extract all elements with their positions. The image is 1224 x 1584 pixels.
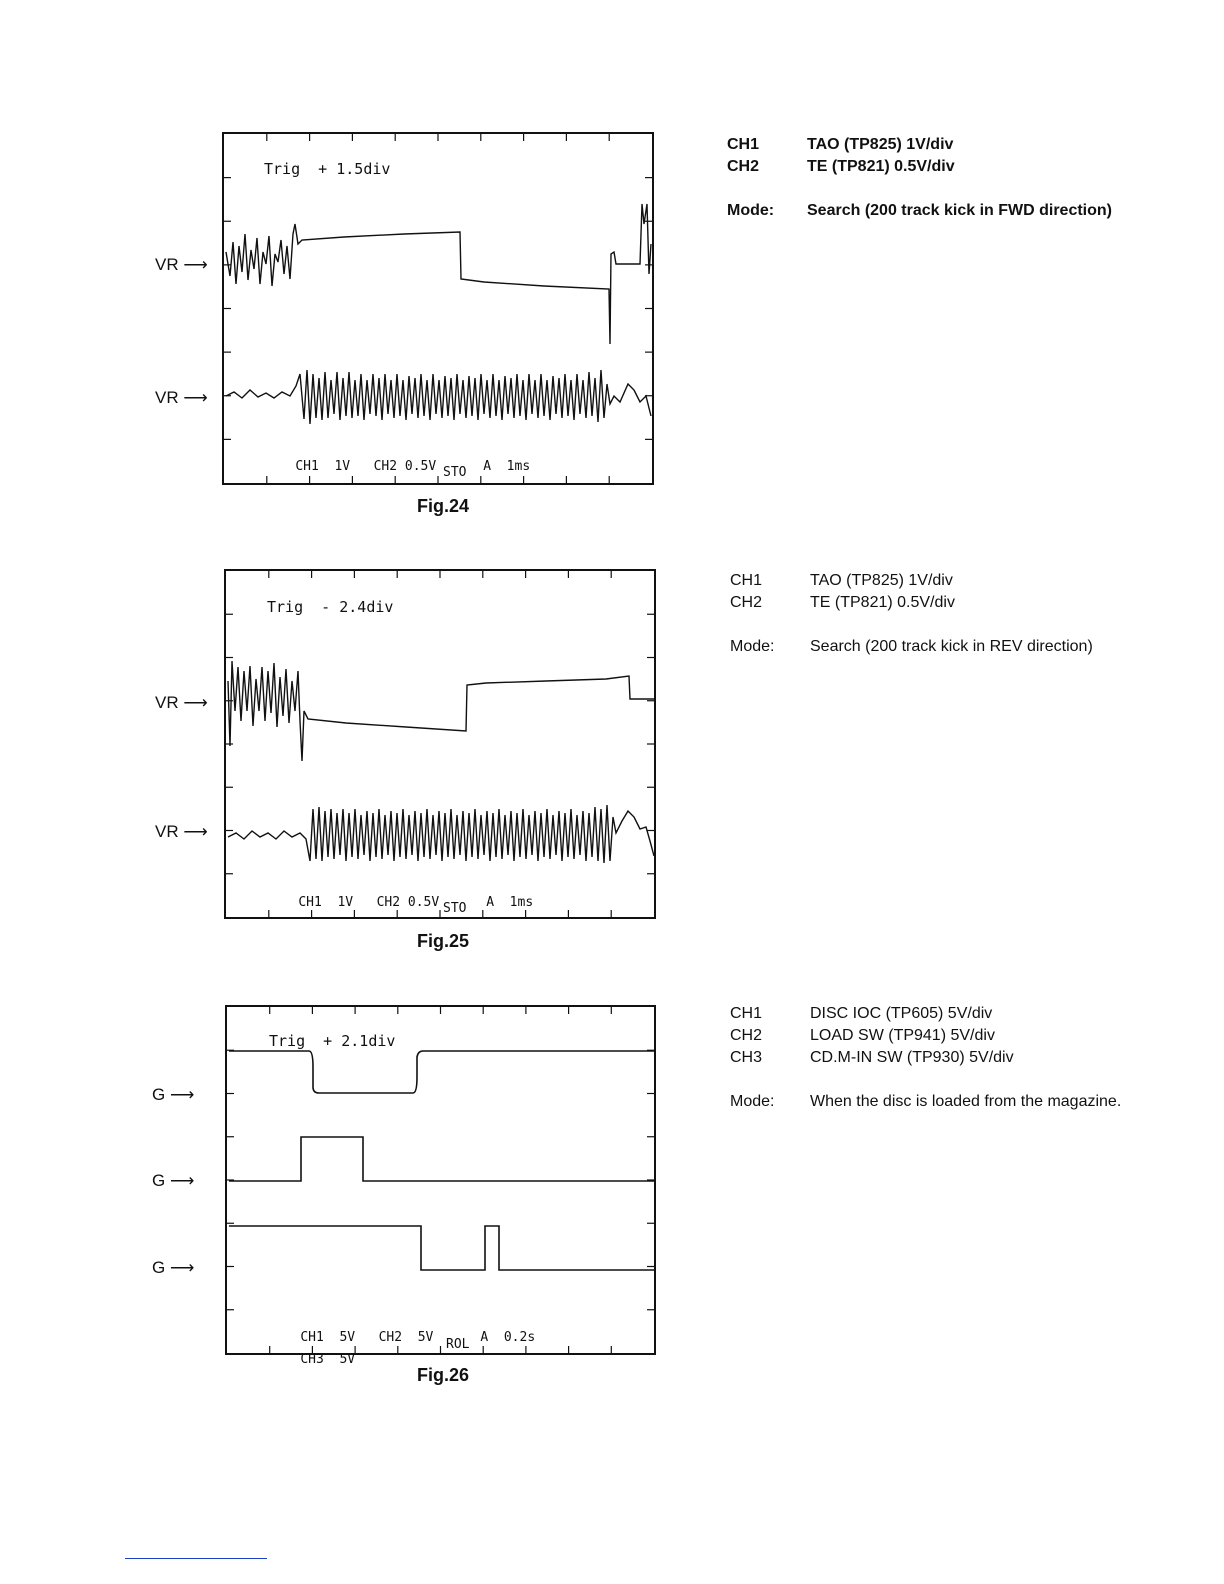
ch2-trace bbox=[226, 370, 651, 424]
ch2-label: CH2 bbox=[373, 459, 398, 474]
marker-ch2-ref: VR ⟶ bbox=[155, 822, 208, 841]
ch1-trace bbox=[229, 1051, 654, 1093]
trigger-source: A bbox=[480, 1330, 489, 1345]
ch1-label: CH1 bbox=[300, 1330, 324, 1345]
figure-notes-fig24: CH1 TAO (TP825) 1V/div CH2 TE (TP821) 0.5V/div Mode: Search (200 track kick in FWD direction) bbox=[727, 136, 1112, 219]
ch1-scale: 1V bbox=[337, 895, 354, 910]
arrow-right-icon: ⟶ bbox=[183, 693, 208, 712]
arrow-right-icon: ⟶ bbox=[183, 822, 208, 841]
ch1-trace bbox=[228, 661, 654, 761]
marker-ch1-ref: G ⟶ bbox=[152, 1085, 195, 1104]
ch3-label: CH3 bbox=[300, 1352, 324, 1367]
marker-ch1-ref: VR ⟶ bbox=[155, 693, 208, 712]
footer-rule bbox=[125, 1558, 267, 1559]
waveform-plot-fig25 bbox=[226, 571, 654, 917]
time-scale: 0.2s bbox=[503, 1330, 536, 1345]
marker-ch2-ref: G ⟶ bbox=[152, 1171, 195, 1190]
marker-ch3-ref: G ⟶ bbox=[152, 1258, 195, 1277]
ch1-label: CH1 bbox=[298, 895, 322, 910]
arrow-right-icon: ⟶ bbox=[183, 388, 208, 407]
marker-ch1-ref: VR ⟶ bbox=[155, 255, 208, 274]
ch1-label: CH1 bbox=[295, 459, 319, 474]
acquisition-mode: ROL bbox=[446, 1337, 470, 1352]
acquisition-mode: STO bbox=[443, 901, 467, 916]
ch2-label: CH2 bbox=[376, 895, 401, 910]
ch2-scale: 0.5V bbox=[407, 895, 440, 910]
figure-caption: Fig.26 bbox=[417, 1365, 470, 1385]
ch3-scale: 5V bbox=[339, 1352, 356, 1367]
scope-screen-fig26 bbox=[225, 1005, 656, 1367]
scope-screen-fig25 bbox=[224, 569, 656, 919]
arrow-right-icon: ⟶ bbox=[169, 1258, 195, 1277]
trigger-source: A bbox=[483, 459, 492, 474]
scale-readout bbox=[267, 880, 533, 925]
figure-caption: Fig.24 bbox=[417, 496, 470, 516]
scope-screen-fig24 bbox=[222, 132, 654, 485]
arrow-right-icon: ⟶ bbox=[183, 255, 208, 274]
arrow-right-icon: ⟶ bbox=[169, 1171, 195, 1190]
arrow-right-icon: ⟶ bbox=[169, 1085, 195, 1104]
ch2-label: CH2 bbox=[378, 1330, 403, 1345]
ch1-scale: 5V bbox=[339, 1330, 356, 1345]
ch3-trace bbox=[229, 1226, 654, 1270]
time-scale: 1ms bbox=[509, 895, 534, 910]
trigger-readout: Trig + 2.1div bbox=[269, 1032, 396, 1050]
trigger-readout: Trig + 1.5div bbox=[264, 160, 391, 178]
figure-caption: Fig.25 bbox=[417, 931, 470, 951]
ch2-trace bbox=[228, 805, 654, 863]
ch2-scale: 0.5V bbox=[404, 459, 437, 474]
ch1-scale: 1V bbox=[334, 459, 351, 474]
waveform-plot-fig26 bbox=[227, 1007, 654, 1353]
waveform-plot-fig24 bbox=[224, 134, 652, 483]
ch2-trace bbox=[229, 1137, 654, 1181]
acquisition-mode: STO bbox=[443, 465, 467, 480]
trigger-source: A bbox=[486, 895, 495, 910]
ch2-scale: 5V bbox=[417, 1330, 434, 1345]
ch1-trace bbox=[226, 204, 651, 344]
marker-ch2-ref: VR ⟶ bbox=[155, 388, 208, 407]
scale-readout-ch3 bbox=[269, 1337, 355, 1382]
figure-notes-fig25: CH1 TAO (TP825) 1V/div CH2 TE (TP821) 0.5V/div Mode: Search (200 track kick in REV direction) bbox=[730, 572, 1093, 655]
figure-notes-fig26: CH1 DISC IOC (TP605) 5V/div CH2 LOAD SW (TP941) 5V/div CH3 CD.M-IN SW (TP930) 5V/div Mode: When the disc is loaded from the magazine. bbox=[730, 1005, 1122, 1110]
time-scale: 1ms bbox=[506, 459, 531, 474]
trigger-readout: Trig - 2.4div bbox=[267, 598, 394, 616]
scale-readout bbox=[264, 444, 530, 489]
